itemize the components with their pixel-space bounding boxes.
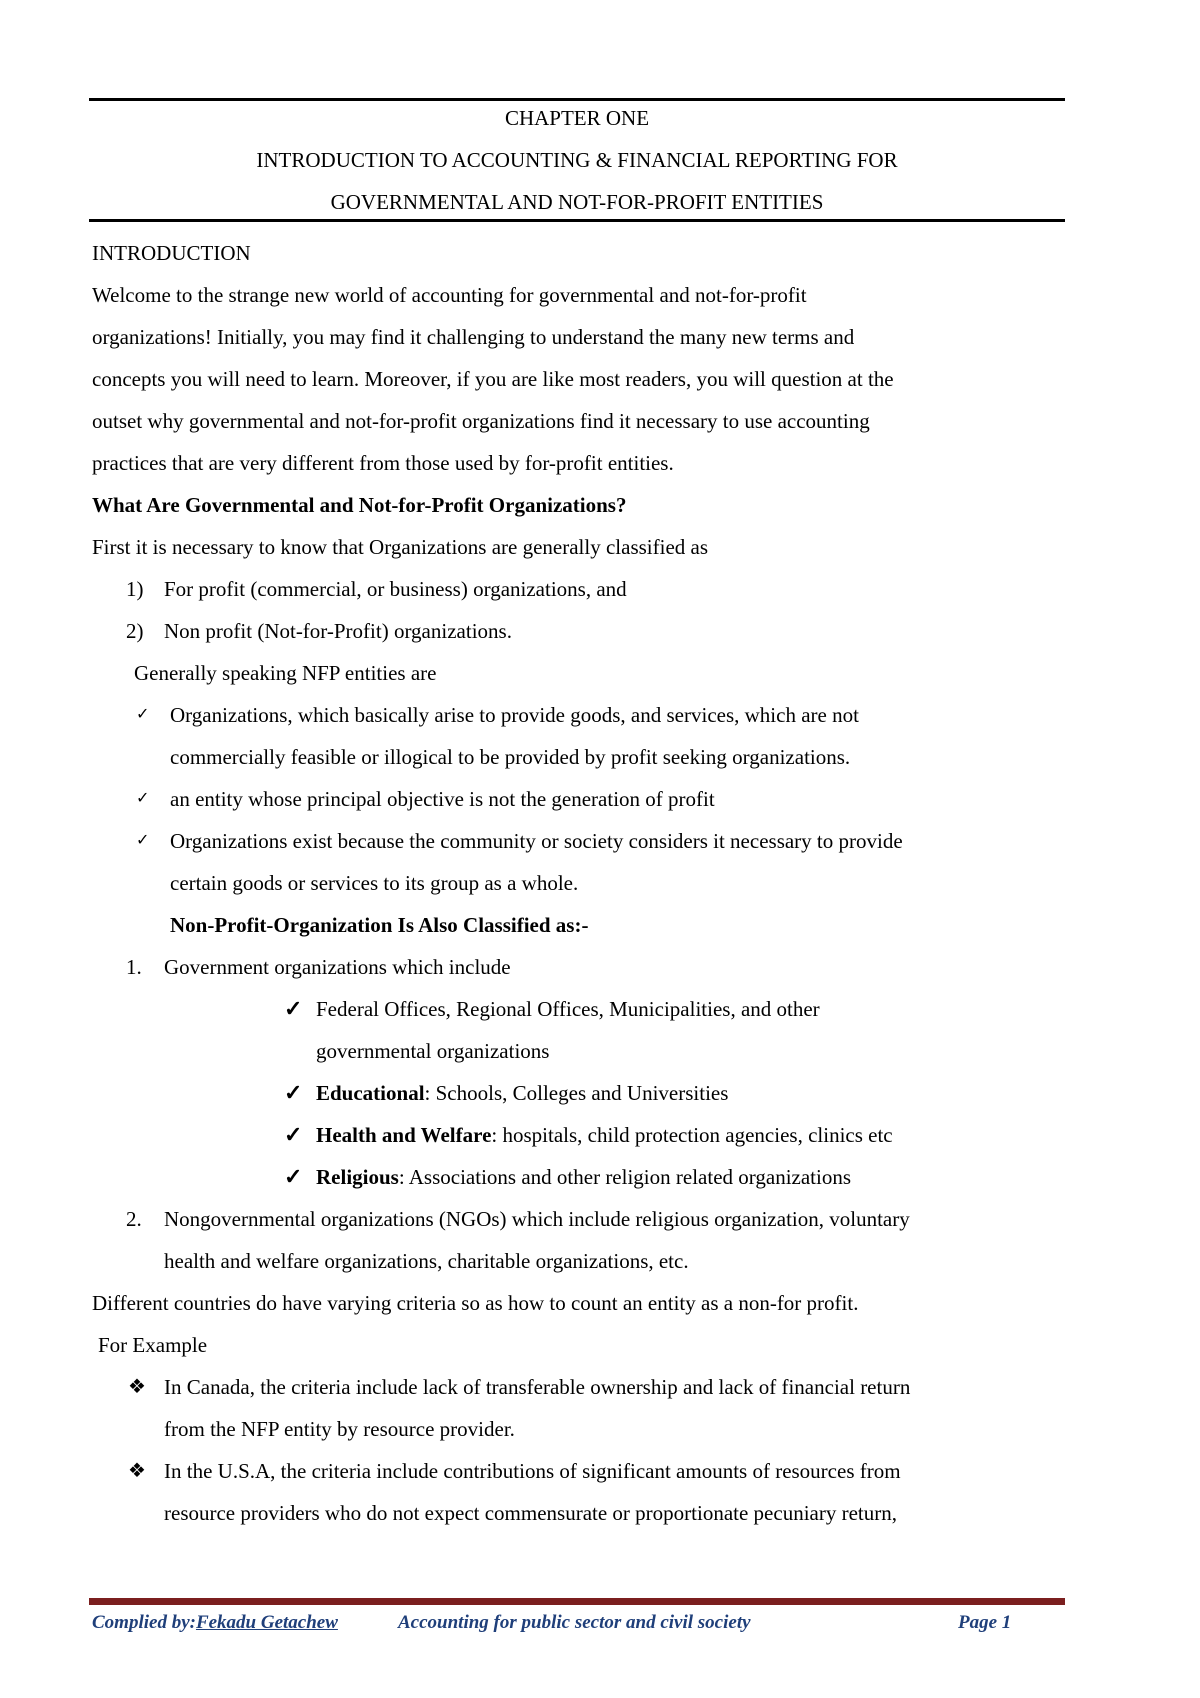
check-icon: ✓ (284, 1122, 303, 1147)
item-text: Nongovernmental organizations (NGOs) which include religious organization, voluntary (164, 1207, 910, 1231)
for-example-label: For Example (98, 1333, 208, 1357)
intro-line: Welcome to the strange new world of accounting for governmental and not-for-profit (92, 283, 807, 307)
point-text: Organizations exist because the community or society considers it necessary to provide (170, 829, 903, 853)
footer-rule (89, 1598, 1065, 1605)
nfp-point (92, 778, 1062, 820)
footer-compiled-by (92, 1612, 338, 1634)
gov-sub-item-cont: governmental organizations (316, 1039, 550, 1063)
footer-compiled-label: Complied by: (92, 1612, 196, 1633)
sub-text: : hospitals, child protection agencies, clinics etc (491, 1123, 893, 1147)
item-text: Government organizations which include (164, 955, 511, 979)
gov-sub-item (92, 988, 1062, 1030)
check-icon: ✓ (136, 790, 150, 807)
item-text: For profit (commercial, or business) organizations, and (164, 577, 627, 601)
point-text: an entity whose principal objective is not the generation of profit (170, 787, 715, 811)
different-countries-text: Different countries do have varying criteria so as how to count an entity as a non-for profit. (92, 1291, 859, 1315)
sub-bold: Health and Welfare (316, 1123, 492, 1147)
classification-item (92, 610, 1062, 652)
item-label: 2) (126, 619, 144, 643)
nfp-point-cont: commercially feasible or illogical to be provided by profit seeking organizations. (170, 745, 851, 769)
chapter-label: CHAPTER ONE (504, 106, 650, 130)
gov-sub-item (92, 1072, 1062, 1114)
point-text: Organizations, which basically arise to provide goods, and services, which are not (170, 703, 859, 727)
nfp-point-cont: certain goods or services to its group as a whole. (170, 871, 579, 895)
example-text: In Canada, the criteria include lack of transferable ownership and lack of financial return (164, 1375, 911, 1399)
intro-line: practices that are very different from those used by for-profit entities. (92, 451, 674, 475)
check-icon: ✓ (136, 832, 150, 849)
org-type-item-cont: health and welfare organizations, charitable organizations, etc. (164, 1249, 689, 1273)
gov-sub-item (92, 1114, 1062, 1156)
intro-heading: INTRODUCTION (92, 241, 251, 265)
section-lead: First it is necessary to know that Organizations are generally classified as (92, 535, 709, 559)
sub-bold: Religious (316, 1165, 399, 1189)
diamond-bullet-icon: ❖ (128, 1460, 146, 1482)
chapter-title-line-2: GOVERNMENTAL AND NOT-FOR-PROFIT ENTITIES (330, 190, 824, 214)
item-text: Non profit (Not-for-Profit) organizations. (164, 619, 512, 643)
check-icon: ✓ (284, 1080, 303, 1105)
header-top-rule (89, 98, 1065, 101)
intro-line: organizations! Initially, you may find it challenging to understand the many new terms and (92, 325, 855, 349)
footer-author: Fekadu Getachew (195, 1612, 338, 1633)
check-icon: ✓ (284, 996, 303, 1021)
item-label: 1) (126, 577, 144, 601)
sub-text: Federal Offices, Regional Offices, Municipalities, and other (316, 997, 820, 1021)
sub-text: : Schools, Colleges and Universities (424, 1081, 729, 1105)
footer-page-number: Page 1 (958, 1612, 1012, 1633)
section-heading: What Are Governmental and Not-for-Profit Organizations? (92, 493, 627, 517)
sub-text: : Associations and other religion related organizations (398, 1165, 852, 1189)
check-icon: ✓ (136, 706, 150, 723)
item-label: 2. (126, 1207, 142, 1231)
footer-course-title: Accounting for public sector and civil society (398, 1612, 751, 1633)
document-body (92, 232, 1062, 1534)
example-item (92, 1450, 1062, 1492)
diamond-bullet-icon: ❖ (128, 1376, 146, 1398)
item-label: 1. (126, 955, 142, 979)
example-item-cont: from the NFP entity by resource provider. (164, 1417, 515, 1441)
header-bottom-rule (89, 219, 1065, 222)
example-item (92, 1366, 1062, 1408)
classified-heading: Non-Profit-Organization Is Also Classified as:- (170, 913, 589, 937)
intro-line: concepts you will need to learn. Moreover, if you are like most readers, you will question at the (92, 367, 894, 391)
chapter-title-line-1: INTRODUCTION TO ACCOUNTING & FINANCIAL REPORTING FOR (256, 148, 898, 172)
generally-text: Generally speaking NFP entities are (134, 661, 437, 685)
org-type-item (92, 1198, 1062, 1240)
gov-sub-item (92, 1156, 1062, 1198)
sub-bold: Educational (316, 1081, 425, 1105)
intro-line: outset why governmental and not-for-profit organizations find it necessary to use accounting (92, 409, 870, 433)
org-type-item (92, 946, 1062, 988)
example-text: In the U.S.A, the criteria include contributions of significant amounts of resources from (164, 1459, 901, 1483)
check-icon: ✓ (284, 1164, 303, 1189)
example-item-cont: resource providers who do not expect commensurate or proportionate pecuniary return, (164, 1501, 897, 1525)
nfp-point (92, 820, 1062, 862)
classification-item (92, 568, 1062, 610)
nfp-point (92, 694, 1062, 736)
